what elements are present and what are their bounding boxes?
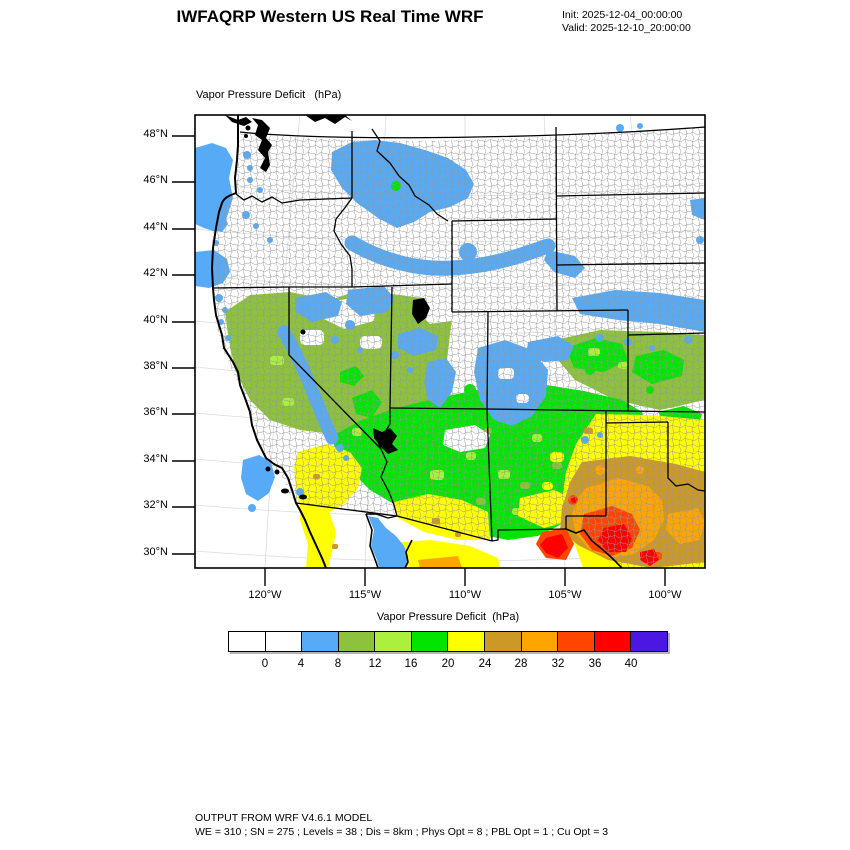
lat-label: 46°N (143, 174, 168, 186)
colorbar-cell (229, 632, 266, 651)
lat-label: 32°N (143, 499, 168, 511)
colorbar-tick: 20 (441, 658, 455, 670)
lat-label: 42°N (143, 267, 168, 279)
valid-timestamp: Valid: 2025-12-10_20:00:00 (562, 22, 691, 34)
page-title: IWFAQRP Western US Real Time WRF (176, 7, 484, 26)
colorbar-title: Vapor Pressure Deficit (hPa) (376, 611, 520, 623)
colorbar-tick: 0 (261, 658, 269, 670)
colorbar-tick: 28 (514, 658, 528, 670)
colorbar-tick: 8 (334, 658, 342, 670)
colorbar-tick: 16 (404, 658, 418, 670)
colorbar-cell (412, 632, 449, 651)
colorbar-tick: 40 (624, 658, 638, 670)
colorbar-tick: 12 (368, 658, 382, 670)
lon-label: 100°W (648, 589, 682, 601)
lon-label: 105°W (548, 589, 582, 601)
colorbar-cell (595, 632, 632, 651)
lat-label: 34°N (143, 453, 168, 465)
colorbar-tick: 4 (297, 658, 305, 670)
lon-label: 120°W (248, 589, 282, 601)
lon-label: 115°W (348, 589, 382, 601)
lat-label: 36°N (143, 406, 168, 418)
colorbar-cell (339, 632, 376, 651)
colorbar-cell (375, 632, 412, 651)
footer-model-line: OUTPUT FROM WRF V4.6.1 MODEL (195, 812, 373, 824)
colorbar-cell (266, 632, 303, 651)
init-timestamp: Init: 2025-12-04_00:00:00 (562, 9, 683, 21)
map-subtitle: Vapor Pressure Deficit (hPa) (196, 89, 342, 101)
lon-label: 110°W (448, 589, 482, 601)
colorbar-tick: 24 (478, 658, 492, 670)
colorbar-cell (522, 632, 559, 651)
lat-label: 48°N (143, 128, 168, 140)
footer-config-line: WE = 310 ; SN = 275 ; Levels = 38 ; Dis = 8km ; Phys Opt = 8 ; PBL Opt = 1 ; Cu Opt = 3 (195, 826, 609, 838)
lat-label: 44°N (143, 221, 168, 233)
lat-label: 38°N (143, 360, 168, 372)
colorbar-cell (558, 632, 595, 651)
colorbar-cell (631, 632, 667, 651)
lat-label: 30°N (143, 546, 168, 558)
colorbar-cell (302, 632, 339, 651)
lat-label: 40°N (143, 314, 168, 326)
colorbar-tick: 36 (588, 658, 602, 670)
colorbar-tick: 32 (551, 658, 565, 670)
colorbar (228, 631, 668, 652)
colorbar-cell (485, 632, 522, 651)
colorbar-cell (448, 632, 485, 651)
